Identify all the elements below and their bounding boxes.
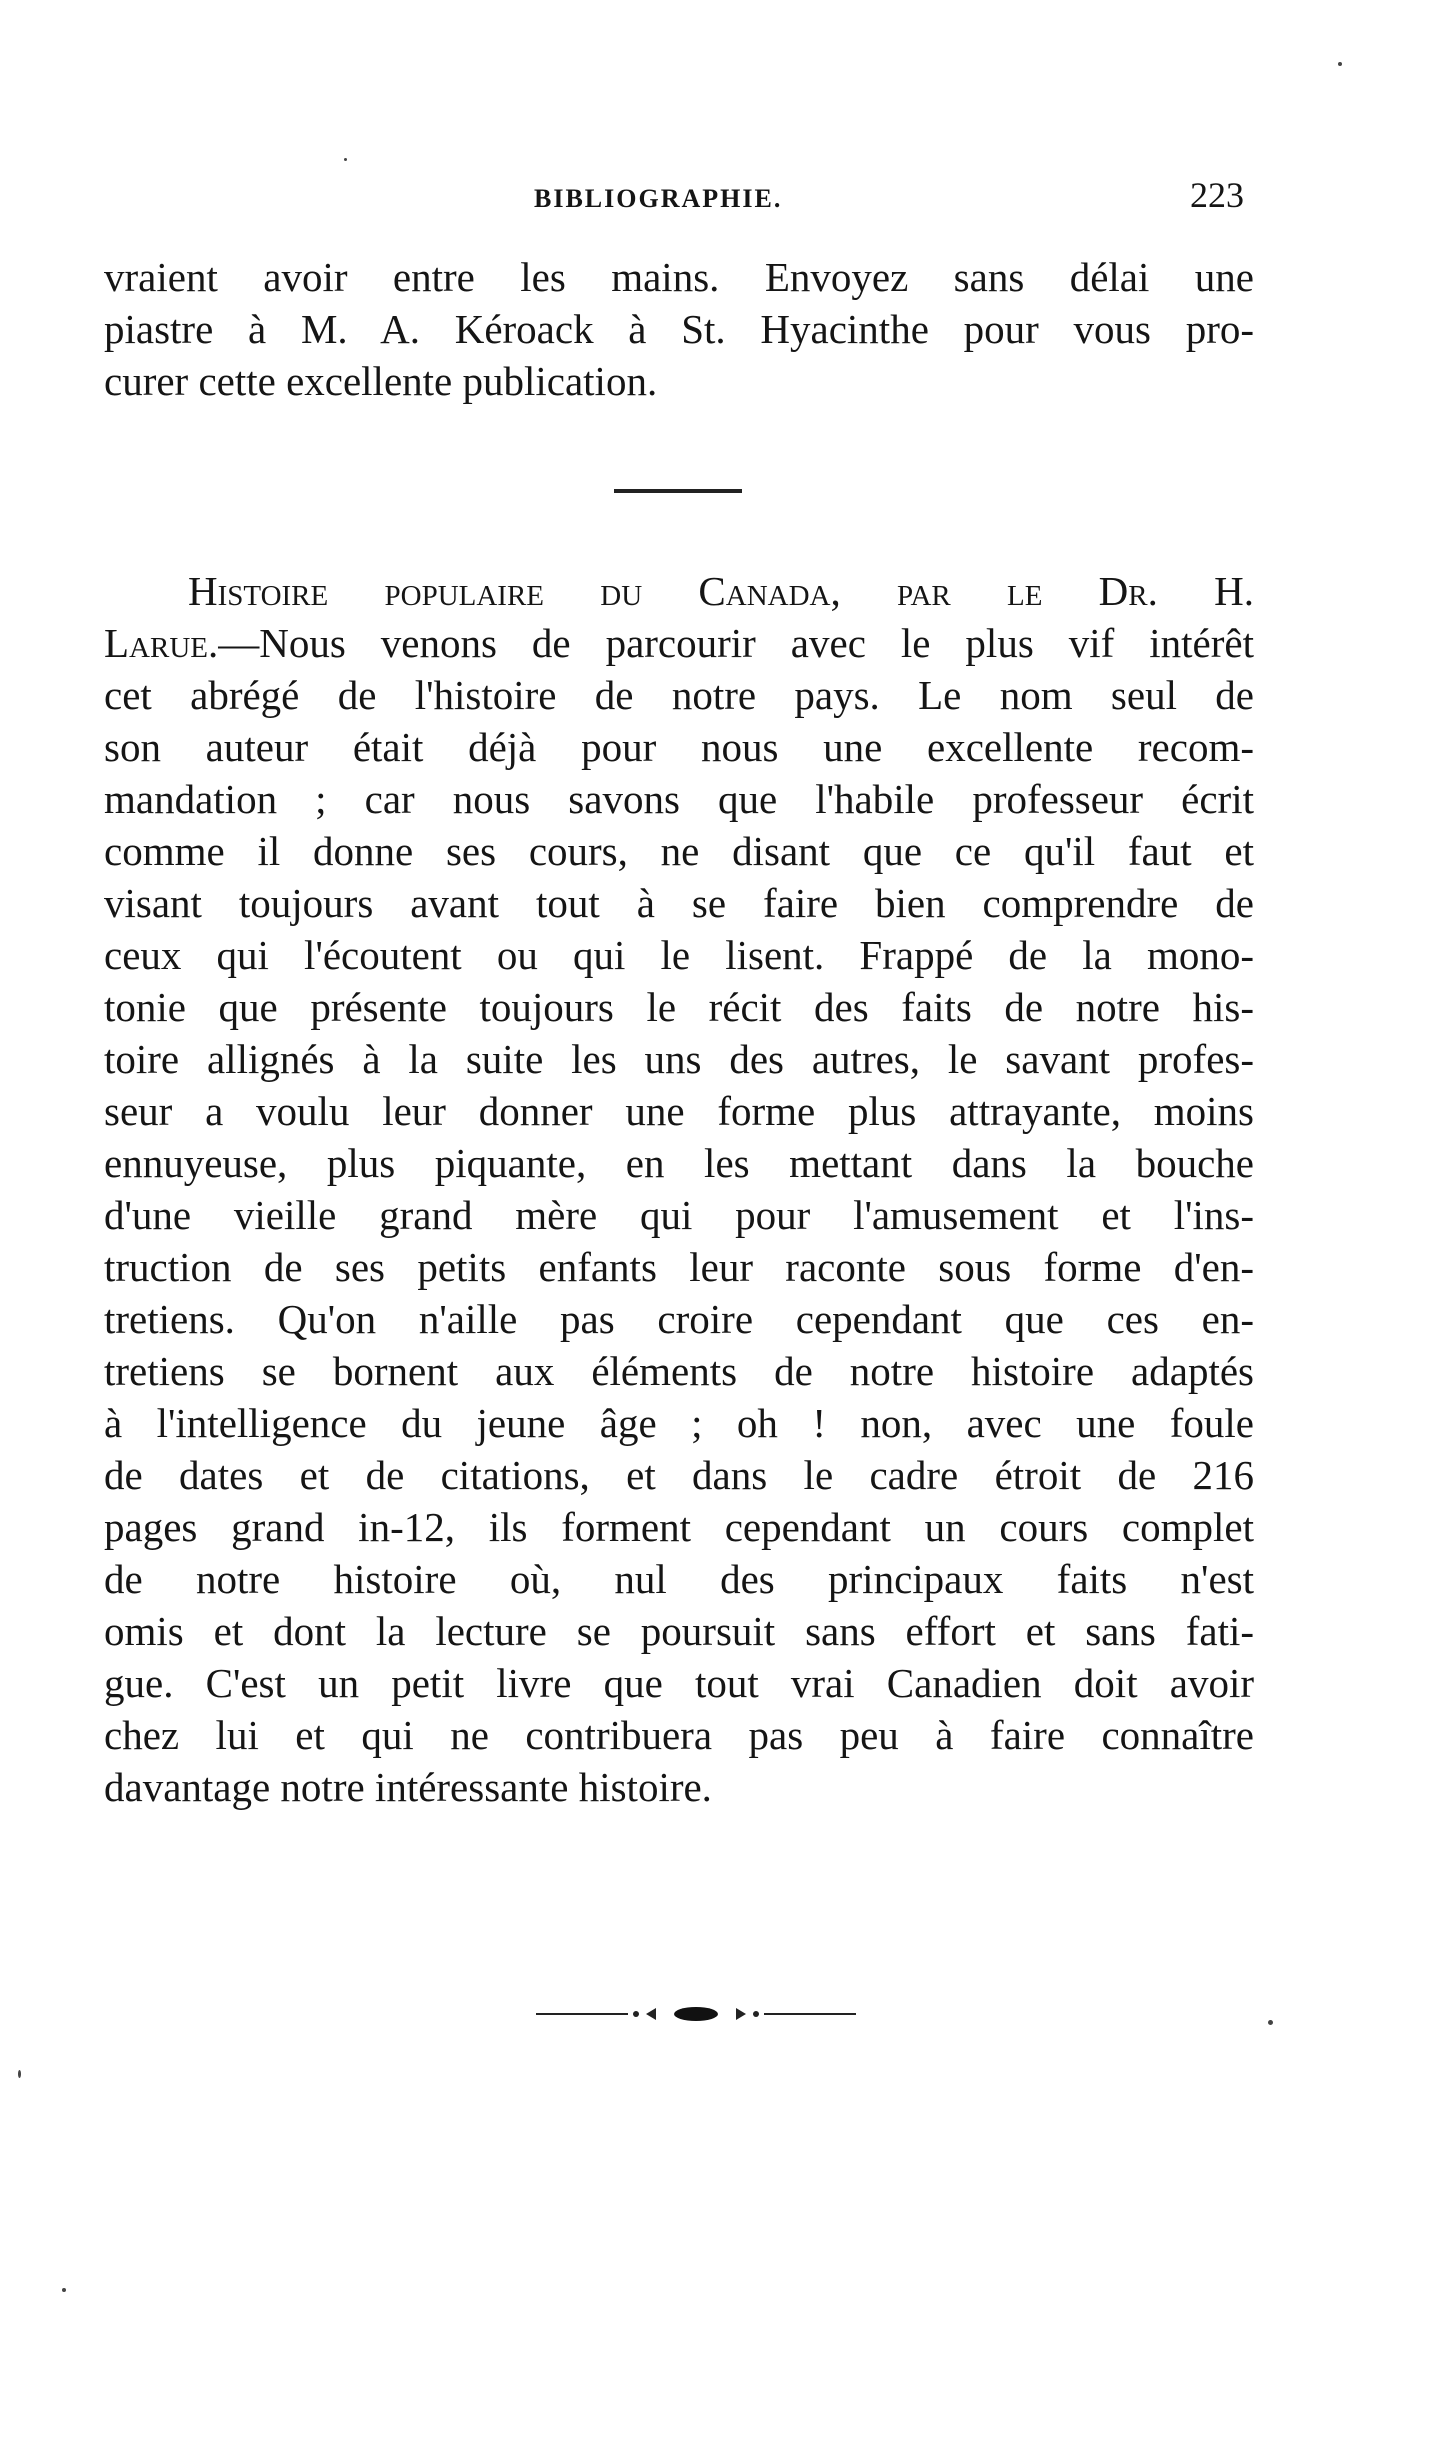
text-line: son auteur était déjà pour nous une excellente recom- (104, 724, 1254, 770)
scan-speck (1268, 2020, 1273, 2025)
scan-speck (344, 158, 347, 161)
entry-title-continued: Larue. (104, 620, 219, 666)
text-line: comme il donne ses cours, ne disant que ce qu'il faut et (104, 828, 1254, 874)
text-line: curer cette excellente publication. (104, 358, 658, 404)
text-line: de dates et de citations, et dans le cadre étroit de 216 (104, 1452, 1254, 1498)
text-line: seur a voulu leur donner une forme plus attrayante, moins (104, 1088, 1254, 1134)
entry-text-start-rest: vec le plus vif intérêt (809, 620, 1254, 666)
text-line: tonie que présente toujours le récit des faits de notre his- (104, 984, 1254, 1030)
text-line: toire allignés à la suite les uns des autres, le savant profes- (104, 1036, 1254, 1082)
text-line: ennuyeuse, plus piquante, en les mettant dans la bouche (104, 1140, 1254, 1186)
text-line: d'une vieille grand mère qui pour l'amusement et l'ins- (104, 1192, 1254, 1238)
page-number: 223 (1190, 175, 1244, 215)
text-line: truction de ses petits enfants leur raconte sous forme d'en- (104, 1244, 1254, 1290)
entry-title: Histoire populaire du Canada, par le Dr. H. (188, 568, 1254, 614)
scan-speck (18, 2070, 21, 2078)
text-line: de notre histoire où, nul des principaux faits n'est (104, 1556, 1254, 1602)
text-line: à l'intelligence du jeune âge ; oh ! non, avec une foule (104, 1400, 1254, 1446)
text-line: omis et dont la lecture se poursuit sans effort et sans fati- (104, 1608, 1254, 1654)
text-line: vraient avoir entre les mains. Envoyez sans délai une (104, 254, 1254, 300)
scan-speck (1338, 62, 1342, 66)
text-line: chez lui et qui ne contribuera pas peu à faire connaître (104, 1712, 1254, 1758)
entry-title-line (104, 566, 1254, 616)
section-divider-rule (614, 489, 742, 493)
entry-text-start: —Nous venons de parcourir a (218, 620, 809, 666)
text-line: tretiens se bornent aux éléments de notre histoire adaptés (104, 1348, 1254, 1394)
text-line: gue. C'est un petit livre que tout vrai Canadien doit avoir (104, 1660, 1254, 1706)
text-line: pages grand in-12, ils forment cependant un cours complet (104, 1504, 1254, 1550)
running-title: BIBLIOGRAPHIE. (534, 184, 783, 213)
text-line: ceux qui l'écoutent ou qui le lisent. Frappé de la mono- (104, 932, 1254, 978)
text-line: cet abrégé de l'histoire de notre pays. Le nom seul de (104, 672, 1254, 718)
scan-speck (62, 2288, 66, 2292)
text-line: visant toujours avant tout à se faire bien comprendre de (104, 880, 1254, 926)
end-ornament (536, 2002, 856, 2026)
text-line: tretiens. Qu'on n'aille pas croire cependant que ces en- (104, 1296, 1254, 1342)
text-line (104, 618, 1254, 668)
text-line: mandation ; car nous savons que l'habile professeur écrit (104, 776, 1254, 822)
text-line: piastre à M. A. Kéroack à St. Hyacinthe pour vous pro- (104, 306, 1254, 352)
text-line: davantage notre intéressante histoire. (104, 1764, 712, 1810)
running-head (104, 166, 1244, 226)
